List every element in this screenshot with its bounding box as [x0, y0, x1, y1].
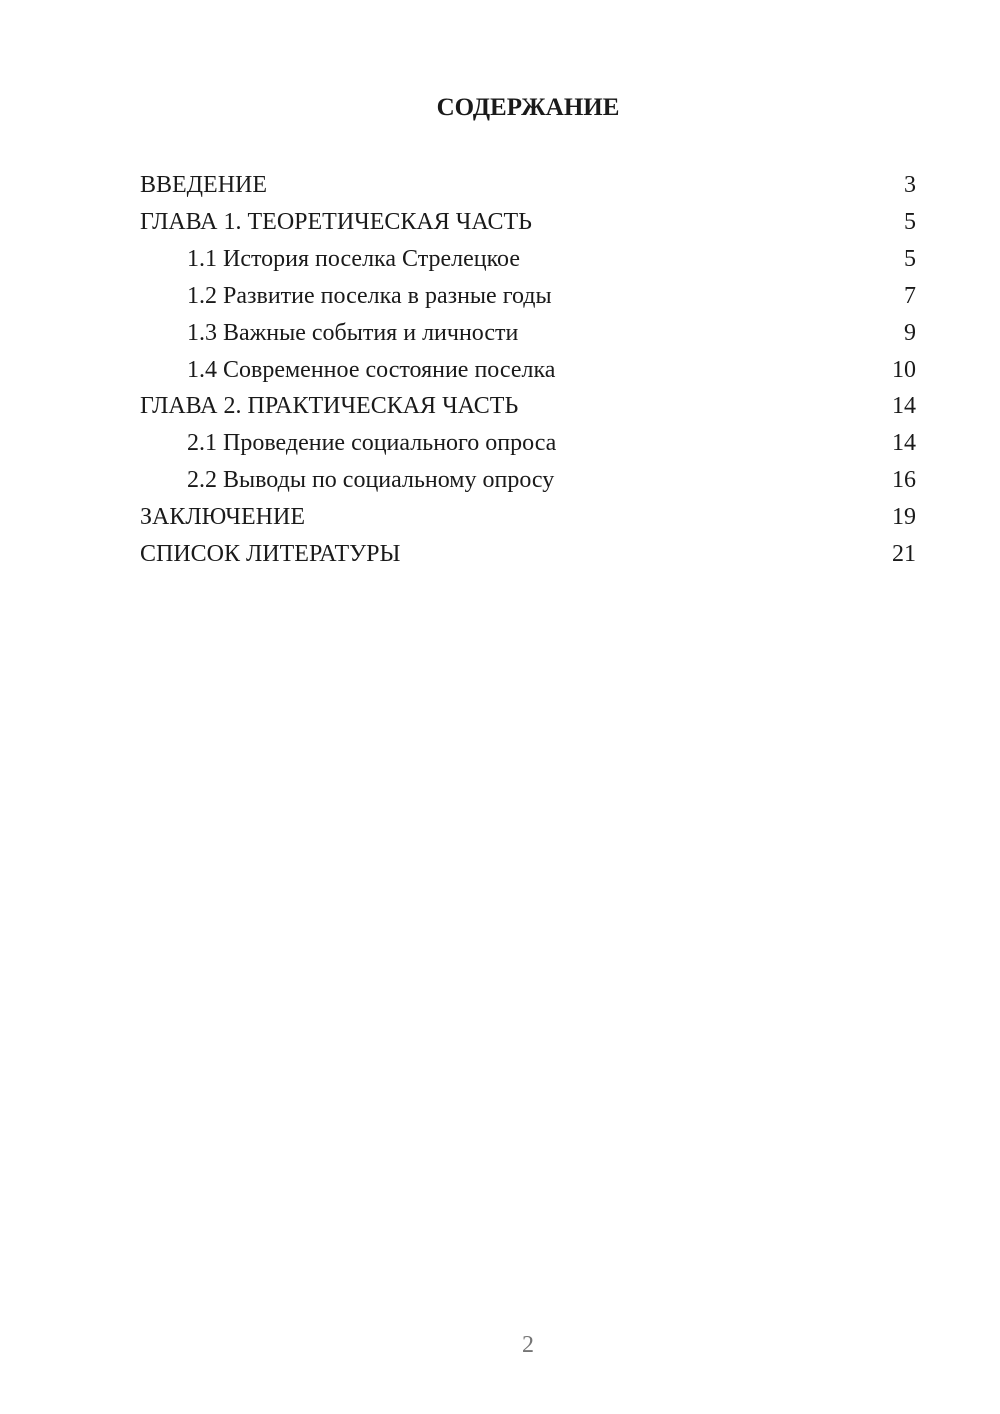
toc-entry-page-number: 5 [904, 245, 916, 272]
table-of-contents [140, 167, 916, 573]
toc-entry-label: ЗАКЛЮЧЕНИЕ [140, 504, 305, 531]
page-number: 2 [522, 1332, 534, 1358]
toc-entry-page-number: 10 [892, 356, 916, 383]
toc-entry-page-number: 14 [892, 393, 916, 420]
toc-entry-label: 2.2 Выводы по социальному опросу [187, 467, 555, 494]
toc-entry [140, 425, 916, 462]
toc-entry [140, 167, 916, 204]
toc-entry [140, 241, 916, 278]
toc-entry [140, 536, 916, 573]
toc-entry [140, 278, 916, 315]
toc-entry [140, 204, 916, 241]
toc-entry-label: 1.4 Современное состояние поселка [187, 356, 556, 383]
toc-entry-label: ВВЕДЕНИЕ [140, 172, 268, 198]
toc-entry-page-number: 19 [892, 504, 916, 531]
toc-entry-page-number: 9 [904, 319, 916, 346]
toc-entry-label: 2.1 Проведение социального опроса [187, 430, 557, 457]
toc-entry [140, 388, 916, 425]
toc-entry-page-number: 21 [892, 541, 916, 568]
toc-entry-label: ГЛАВА 1. ТЕОРЕТИЧЕСКАЯ ЧАСТЬ [140, 208, 532, 235]
toc-entry-page-number: 5 [904, 208, 916, 235]
toc-entry-label: СПИСОК ЛИТЕРАТУРЫ [140, 541, 401, 568]
toc-entry-label: ГЛАВА 2. ПРАКТИЧЕСКАЯ ЧАСТЬ [140, 393, 519, 420]
toc-entry-label: 1.3 Важные события и личности [187, 319, 519, 346]
toc-entry [140, 315, 916, 352]
page-title: СОДЕРЖАНИЕ [436, 94, 620, 121]
toc-entry-page-number: 14 [892, 430, 916, 457]
toc-entry-page-number: 16 [892, 467, 916, 494]
toc-entry [140, 499, 916, 536]
toc-entry-label: 1.2 Развитие поселка в разные годы [187, 282, 552, 309]
toc-entry-page-number: 3 [904, 172, 916, 198]
toc-entry-page-number: 7 [904, 282, 916, 309]
toc-entry [140, 352, 916, 389]
toc-entry [140, 462, 916, 499]
toc-entry-label: 1.1 История поселка Стрелецкое [187, 245, 520, 272]
